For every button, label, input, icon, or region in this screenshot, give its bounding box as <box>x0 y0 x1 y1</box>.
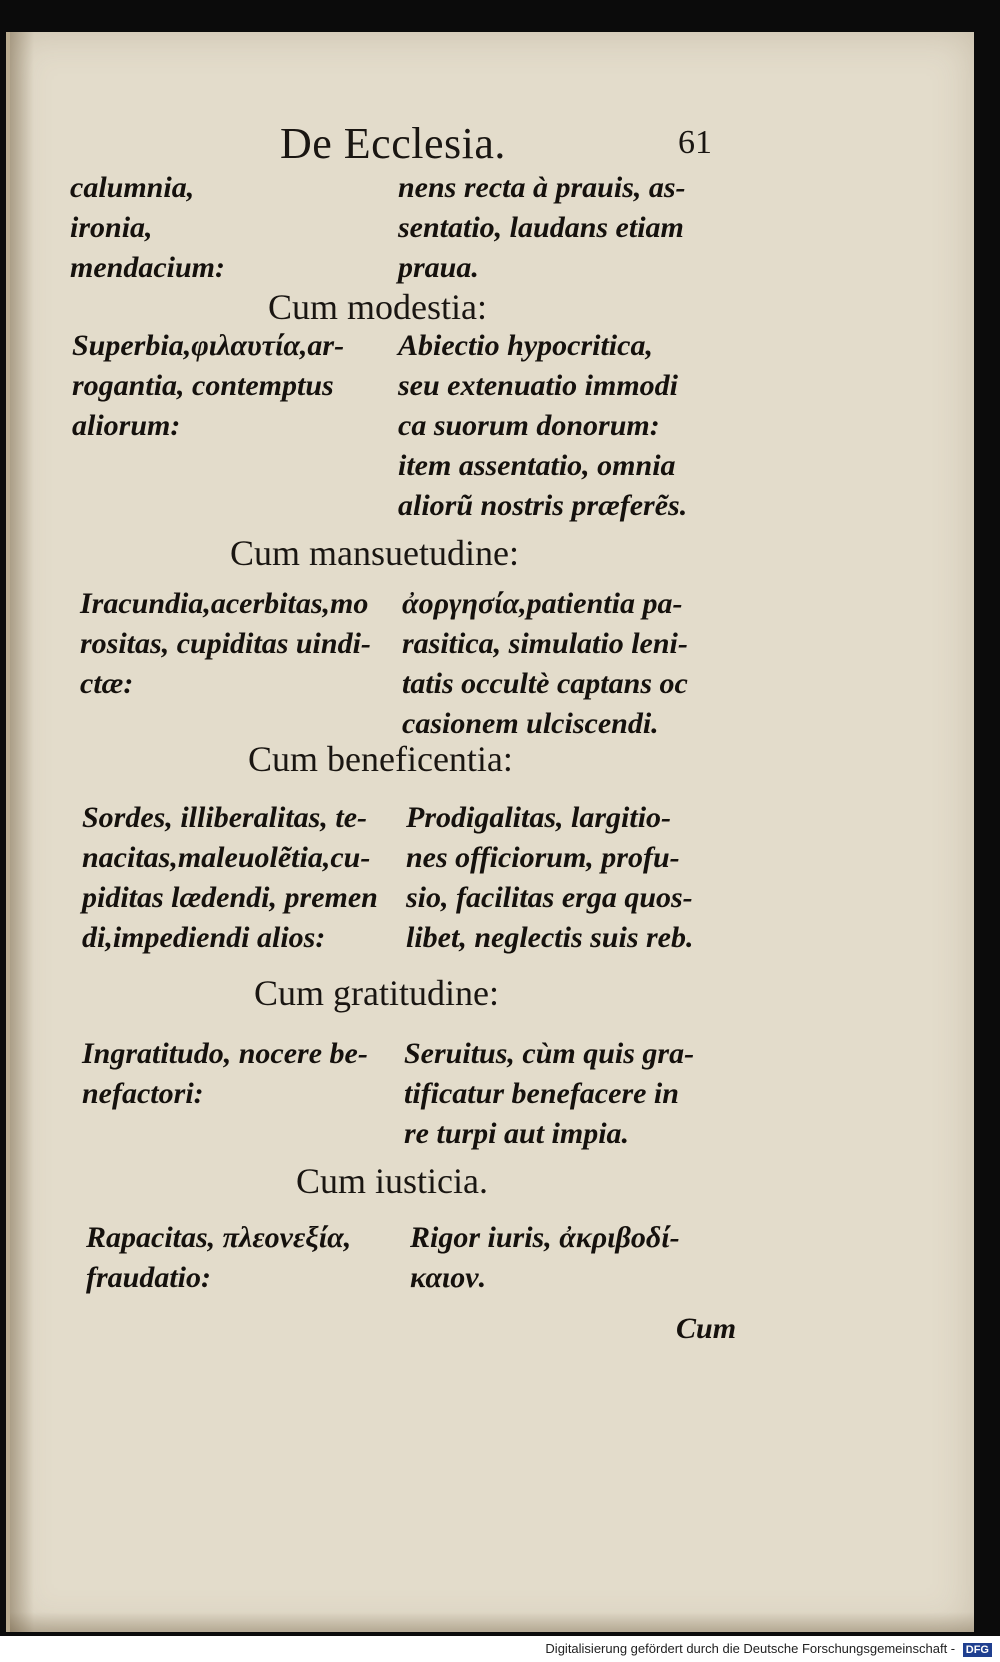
text-line: rositas, cupiditas uindi- <box>80 627 371 660</box>
text-line: καιον. <box>410 1261 487 1294</box>
section-5-left-column <box>86 1218 351 1298</box>
section-3-left-column <box>82 798 378 958</box>
text-line: Seruitus, cùm quis gra- <box>404 1037 695 1070</box>
text-line: nens recta à prauis, as- <box>398 171 686 204</box>
dfg-logo: DFG <box>963 1643 992 1657</box>
book-page <box>6 32 974 1632</box>
text-line: nes officiorum, profu- <box>406 841 680 874</box>
text-line: Iracundia,acerbitas,mo <box>80 587 369 620</box>
section-heading: Cum beneficentia: <box>248 739 513 779</box>
footer-text: Digitalisierung gefördert durch die Deutsche Forschungsgemeinschaft - <box>545 1641 956 1656</box>
section-heading: Cum iusticia. <box>296 1161 488 1201</box>
section-4-right-column <box>404 1034 694 1154</box>
text-line: seu extenuatio immodi <box>398 369 679 402</box>
section-heading: Cum mansuetudine: <box>230 533 519 573</box>
section-1-right-column <box>398 326 687 526</box>
text-line: fraudatio: <box>86 1261 212 1294</box>
text-line: tificatur benefacere in <box>404 1077 679 1110</box>
text-line: nacitas,maleuolẽtia,cu- <box>82 841 371 874</box>
text-line: aliorum: <box>72 409 181 442</box>
text-line: casionem ulciscendi. <box>402 707 659 740</box>
text-line: libet, neglectis suis reb. <box>406 921 694 954</box>
section-4-left-column <box>82 1034 368 1114</box>
text-line: sio, facilitas erga quos- <box>406 881 693 914</box>
text-line: Rigor iuris, ἀκριβοδί- <box>410 1221 680 1254</box>
text-line: Sordes, illiberalitas, te- <box>82 801 367 834</box>
text-line: tatis occultè captans oc <box>402 667 688 700</box>
text-line: Superbia,φιλαυτία,ar- <box>72 329 345 362</box>
text-line: di,impediendi alios: <box>82 921 326 954</box>
digitization-footer <box>0 1636 1000 1662</box>
text-line: sentatio, laudans etiam <box>398 211 684 244</box>
running-header: De Ecclesia. <box>280 119 506 168</box>
text-line: Prodigalitas, largitio- <box>406 801 672 834</box>
section-0-right-column <box>398 168 686 288</box>
text-line: ἀοργησία,patientia pa- <box>402 587 683 620</box>
gutter-shadow <box>10 32 34 1632</box>
text-line: ironia, <box>70 211 153 244</box>
text-line: Rapacitas, πλεονεξία, <box>86 1221 352 1254</box>
text-line: piditas lædendi, premen <box>82 881 378 914</box>
section-1-left-column <box>72 326 344 446</box>
text-line: Ingratitudo, nocere be- <box>82 1037 368 1070</box>
section-3-right-column <box>406 798 694 958</box>
text-line: ctæ: <box>80 667 134 700</box>
text-line: nefactori: <box>82 1077 204 1110</box>
text-line: rogantia, contemptus <box>72 369 334 402</box>
text-line: praua. <box>398 251 479 284</box>
section-2-right-column <box>402 584 688 744</box>
catchword: Cum <box>676 1312 737 1345</box>
page-number: 61 <box>678 124 712 161</box>
text-line: mendacium: <box>70 251 225 284</box>
section-2-left-column <box>80 584 371 704</box>
text-line: aliorũ nostris præferẽs. <box>398 489 688 522</box>
text-line: Abiectio hypocritica, <box>398 329 653 362</box>
section-heading: Cum modestia: <box>268 287 487 327</box>
page-bottom-edge <box>10 1612 974 1632</box>
text-line: ca suorum donorum: <box>398 409 660 442</box>
section-5-right-column <box>410 1218 680 1298</box>
text-line: re turpi aut impia. <box>404 1117 630 1150</box>
section-0-left-column <box>70 168 225 288</box>
text-line: item assentatio, omnia <box>398 449 676 482</box>
text-line: rasitica, simulatio leni- <box>402 627 688 660</box>
text-line: calumnia, <box>70 171 195 204</box>
section-heading: Cum gratitudine: <box>254 973 499 1013</box>
